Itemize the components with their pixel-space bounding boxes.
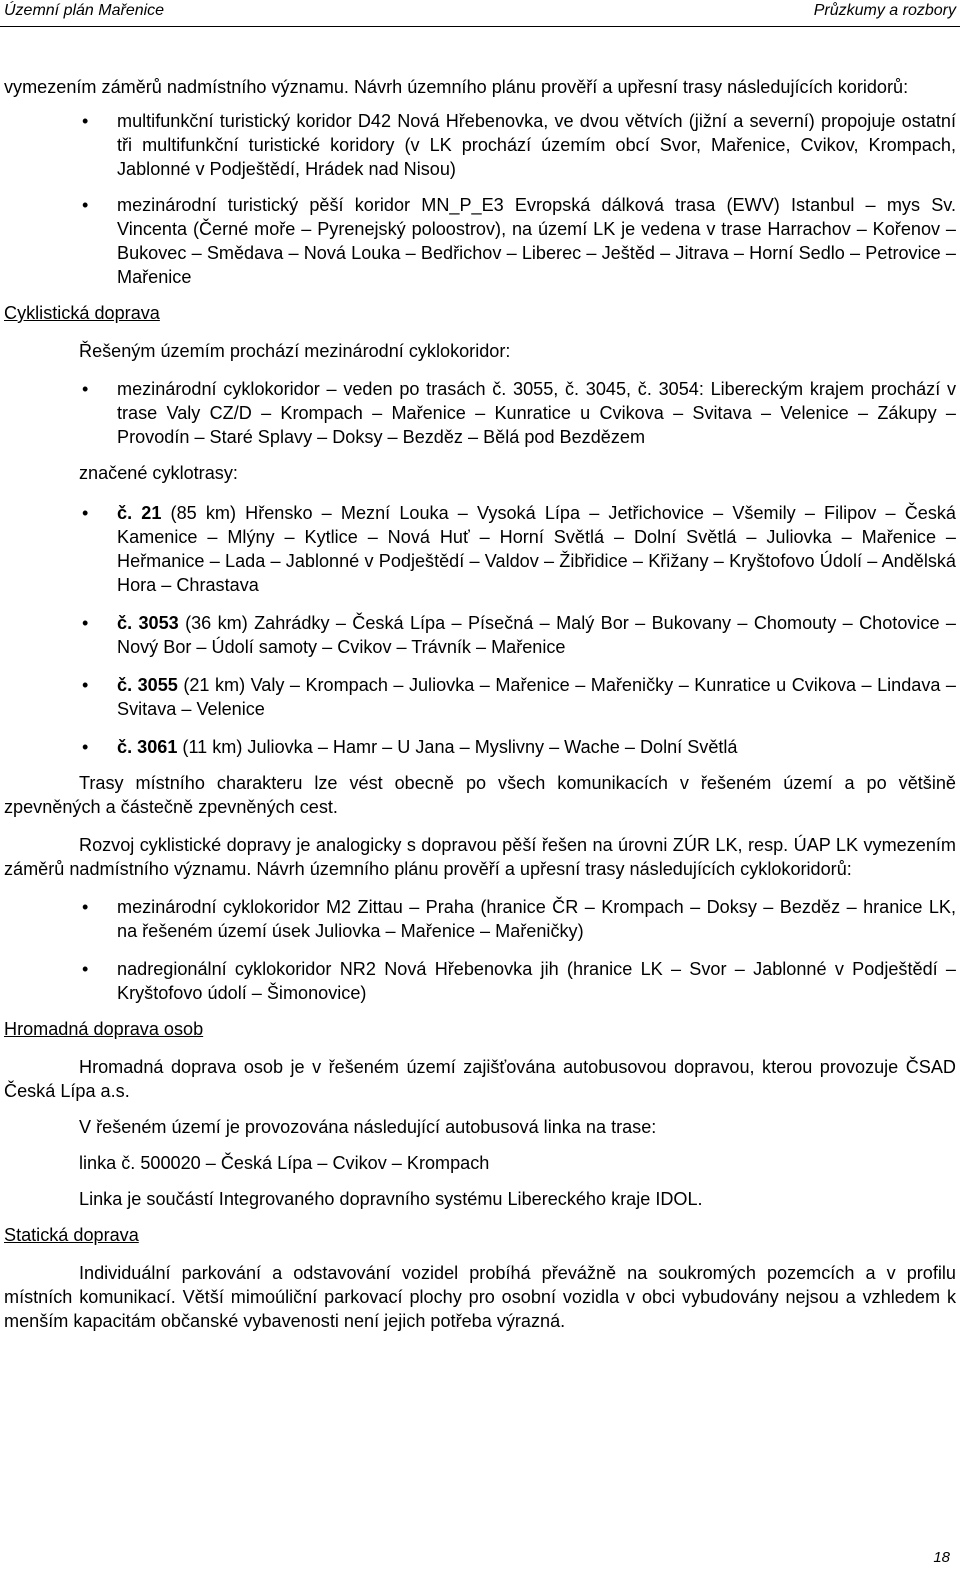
bullet-icon: • [82,195,89,215]
linka-paragraph: linka č. 500020 – Česká Lípa – Cvikov – Krompach [79,1153,490,1173]
document-body [4,75,956,1333]
staticka-paragraph: Individuální parkování a odstavování vozidel probíhá převážně na soukromých pozemcích a v profilu místních komunikací. Větší mimoúliční parkovací plochy pro osobní vozidla v obci vybudovány nejsou a vzhledem k menším kapacitám občanské vybavenosti není jejich potřeba výrazná. [4,1263,956,1331]
bullet-icon: • [82,675,89,695]
cyklokoridor-list [4,377,956,449]
page-header [0,0,960,27]
bullet-icon: • [82,737,89,757]
bullet-icon: • [82,613,89,633]
cyklo-paragraph: Řešeným územím prochází mezinárodní cyklokoridor: [79,341,511,361]
list-item: • nadregionální cyklokoridor NR2 Nová Hřebenovka jih (hranice LK – Svor – Jablonné v Podještědí – Kryštofovo údolí – Šimonovice) [82,959,956,1003]
corridor-list [4,109,956,289]
list-item: • mezinárodní turistický pěší koridor MN_P_E3 Evropská dálková trasa (EWV) Istanbul – mys Sv. Vincenta (Černé moře – Pyrenejský poloostrov), na území LK je vedena v trase Harrachov – Kořenov – Bukovec – Smědava – Nová Louka – Bedřichov – Liberec – Ještěd – Jitrava – Horní Sedlo – Petrovice – Mařenice [82,195,956,287]
list-item: • č. 3055 (21 km) Valy – Krompach – Juliovka – Mařenice – Mařeničky – Kunratice u Cvikova – Lindava – Svitava – Velenice [82,675,956,719]
list-item: • multifunkční turistický koridor D42 Nová Hřebenovka, ve dvou větvích (jižní a severní) propojuje ostatní tři multifunkční turistické koridory (v LK prochází územím obcí Svor, Mařenice, Cvikov, Krompach, Jablonné v Podještědí, Hrádek nad Nisou) [82,111,956,179]
bullet-icon: • [82,897,89,917]
list-item: • č. 3061 (11 km) Juliovka – Hamr – U Jana – Myslivny – Wache – Dolní Světlá [82,737,738,757]
section-heading-cyklo: Cyklistická doprava [4,303,160,323]
intro-paragraph: vymezením záměrů nadmístního významu. Návrh územního plánu prověří a upřesní trasy následujících koridorů: [4,77,909,97]
hromadna-paragraph: Hromadná doprava osob je v řešeném území zajišťována autobusovou dopravou, kterou provozuje ČSAD Česká Lípa a.s. [4,1057,956,1101]
header-section: Průzkumy a rozbory [813,2,956,19]
idol-paragraph: Linka je součástí Integrovaného dopravního systému Libereckého kraje IDOL. [79,1189,703,1209]
bullet-icon: • [82,959,89,979]
bullet-icon: • [82,503,89,523]
list-item: • č. 3053 (36 km) Zahrádky – Česká Lípa – Písečná – Malý Bor – Bukovany – Chomouty – Chotovice – Nový Bor – Údolí samoty – Cvikov – Trávník – Mařenice [82,613,956,657]
list-item: • mezinárodní cyklokoridor M2 Zittau – Praha (hranice ČR – Krompach – Doksy – Bezděz – hranice LK, na řešeném území úsek Juliovka – Mařenice – Mařeničky) [82,897,956,941]
rozvoj-paragraph: Rozvoj cyklistické dopravy je analogicky s dopravou pěší řešen na úrovni ZÚR LK, resp. ÚAP LK vymezením záměrů nadmístního významu. Návrh územního plánu prověří a upřesní trasy následujících cyklokoridorů: [4,835,956,879]
list-item: • mezinárodní cyklokoridor – veden po trasách č. 3055, č. 3045, č. 3054: Libereckým krajem prochází v trase Valy CZ/D – Krompach – Mařenice – Kunratice u Cvikova – Svitava – Velenice – Zákupy – Provodín – Staré Splavy – Doksy – Bezděz – Bělá pod Bezdězem [82,379,956,447]
autobus-paragraph: V řešeném území je provozována následující autobusová linka na trase: [79,1117,657,1137]
list-item: • č. 21 (85 km) Hřensko – Mezní Louka – Vysoká Lípa – Jetřichovice – Všemily – Filipov – Česká Kamenice – Mlýny – Kytlice – Nová Huť – Horní Světlá – Dolní Světlá – Juliovka – Mařenice – Heřmanice – Lada – Jablonné v Podještědí – Valdov – Žibřidice – Křižany – Kryštofovo Údolí – Andělská Hora – Chrastava [82,503,956,595]
section-heading-hromadna: Hromadná doprava osob [4,1019,204,1039]
page-number: 18 [933,1549,950,1566]
cyklokoridory-list [4,895,956,1005]
bullet-icon: • [82,111,89,131]
header-title: Územní plán Mařenice [4,2,165,19]
trasy-paragraph: Trasy místního charakteru lze vést obecně po všech komunikacích v řešeném území a po většině zpevněných a částečně zpevněných cest. [4,773,956,817]
znacene-label: značené cyklotrasy: [79,463,238,483]
cyklotrasy-list [4,501,956,759]
bullet-icon: • [82,379,89,399]
section-heading-staticka: Statická doprava [4,1225,139,1245]
